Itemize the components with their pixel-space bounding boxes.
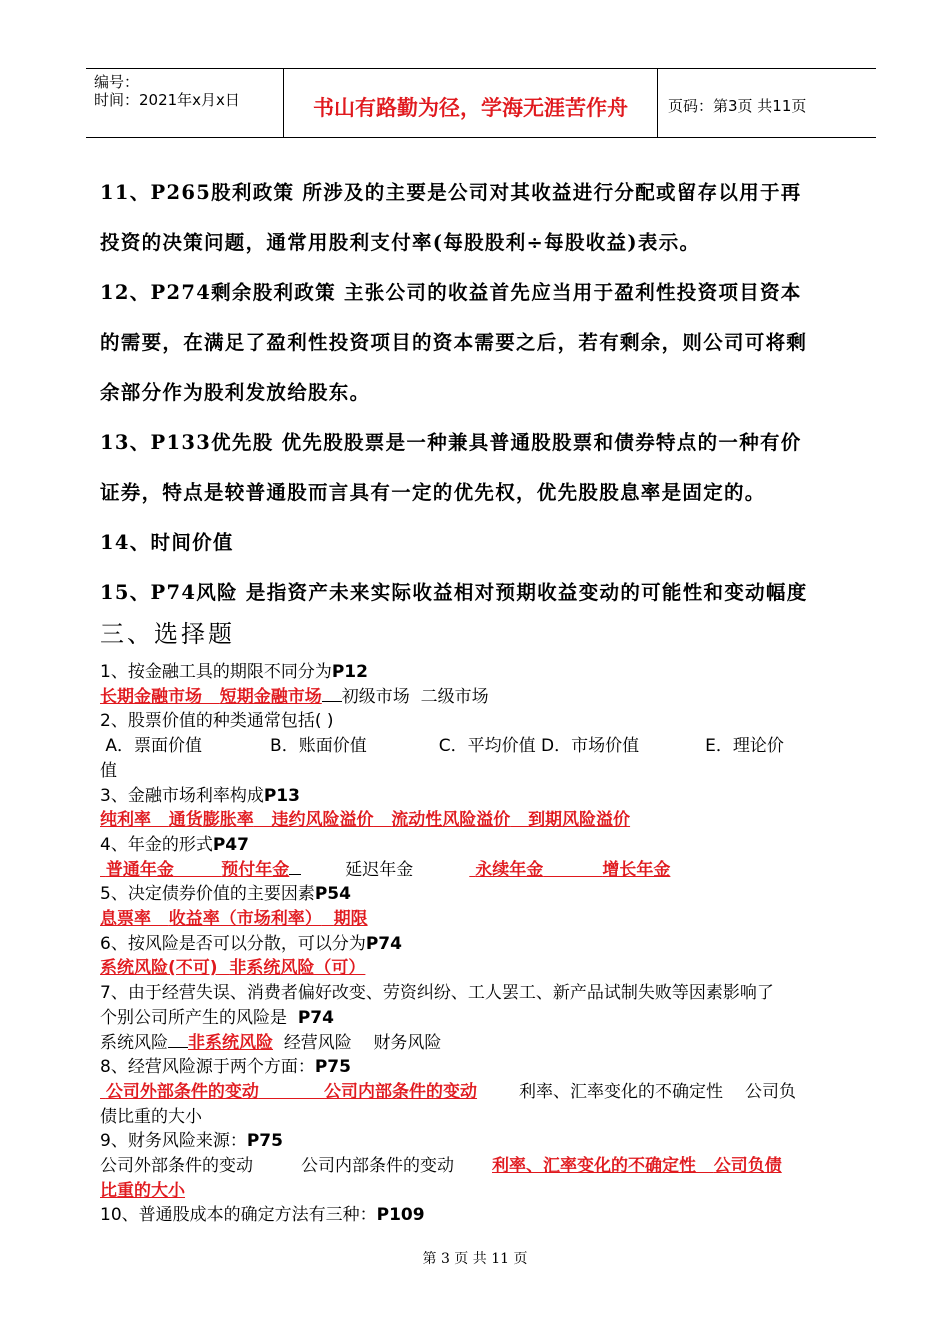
- q7-option-3: 经营风险: [283, 1032, 352, 1053]
- q5-ref: P54: [314, 884, 351, 905]
- q8-question: [100, 1055, 862, 1080]
- q8-answer-1: 公司外部条件的变动: [105, 1081, 259, 1102]
- q10-question: [100, 1203, 862, 1228]
- q9-answer-3: 利率、汇率变化的不确定性: [492, 1156, 696, 1177]
- q9-answer-4-cont: 比重的大小: [100, 1180, 185, 1201]
- q4-answer-4: 永续年金: [475, 859, 544, 880]
- q8-answers: [100, 1080, 862, 1105]
- q4-question: [100, 833, 862, 858]
- q8-ref: P75: [314, 1057, 351, 1078]
- q1-option-4: 二级市场: [420, 686, 489, 707]
- section-title: 三、选择题: [100, 620, 235, 648]
- q5-question: [100, 882, 862, 907]
- q6-text: 6、按风险是否可以分散，可以分为: [100, 933, 366, 954]
- q3-answer-3: 违约风险溢价: [271, 810, 374, 831]
- q7-question: 7、由于经营失误、消费者偏好改变、劳资纠纷、工人罢工、新产品试制失败等因素影响了: [100, 983, 774, 1004]
- q3-text: 3、金融市场利率构成: [100, 785, 264, 806]
- q7-answer-2: 非系统风险: [188, 1032, 273, 1053]
- q2-options: [100, 734, 862, 759]
- term-12-line3: 余部分作为股利发放给股东。: [100, 381, 371, 404]
- q9-option-2: 公司内部条件的变动: [301, 1156, 454, 1177]
- term-12-line2: 的需要，在满足了盈利性投资项目的资本需要之后，若有剩余，则公司可将剩: [100, 331, 808, 354]
- q3-answer-1: 纯利率: [100, 810, 151, 831]
- q10-text: 10、普通股成本的确定方法有三种：: [100, 1205, 377, 1226]
- q8-answer-2: 公司内部条件的变动: [324, 1081, 478, 1102]
- q3-answer-2: 通货膨胀率: [168, 810, 254, 831]
- q5-answers: [100, 907, 862, 932]
- q1-answer-2: 短期金融市场: [219, 686, 322, 707]
- q10-ref: P109: [376, 1205, 425, 1226]
- term-13-line1: 13、P133优先股 优先股股票是一种兼具普通股股票和债券特点的一种有价: [100, 431, 802, 454]
- q2-option-b: B．账面价值: [270, 736, 367, 757]
- q9-text: 9、财务风险来源：: [100, 1131, 247, 1152]
- q2-option-e: E．理论价: [705, 736, 784, 757]
- q9-answers: [100, 1154, 862, 1179]
- number-label: 编号：: [94, 73, 140, 91]
- q1-text: 1、按金融工具的期限不同分为: [100, 662, 332, 682]
- time-label: 时间：2021年x月x日: [94, 91, 240, 109]
- q4-answers: [100, 858, 862, 883]
- q9-answers-cont: [100, 1179, 862, 1204]
- q3-answer-5: 到期风险溢价: [528, 810, 631, 831]
- q7-answers: [100, 1031, 862, 1056]
- q6-question: [100, 932, 862, 957]
- q6-ref: P74: [365, 933, 402, 954]
- q3-answers: [100, 808, 862, 833]
- q7-text2: 个别公司所产生的风险是: [100, 1007, 287, 1028]
- q5-answer-2: 收益率（市场利率）: [168, 909, 322, 930]
- terms-section: [100, 168, 870, 618]
- q1-answer-1: 长期金融市场: [100, 686, 202, 707]
- q3-ref: P13: [263, 785, 300, 806]
- q1-question: [100, 660, 862, 685]
- q9-question: [100, 1129, 862, 1154]
- page-header: [86, 68, 876, 138]
- q9-answer-4: 公司负债: [713, 1156, 782, 1177]
- q1-ref: P12: [331, 662, 368, 682]
- q4-answer-2: 预付年金: [221, 859, 290, 880]
- term-13-line2: 证券，特点是较普通股而言具有一定的优先权，优先股股息率是固定的。: [100, 481, 766, 504]
- q8-answers-cont: 债比重的大小: [100, 1106, 202, 1127]
- q4-answer-1: 普通年金: [105, 859, 174, 880]
- term-11-line2: 投资的决策问题，通常用股利支付率(每股股利÷每股收益)表示。: [100, 231, 701, 254]
- q9-ref: P75: [246, 1131, 283, 1152]
- q8-option-3: 利率、汇率变化的不确定性: [519, 1081, 724, 1102]
- q2-option-a: A．票面价值: [105, 736, 203, 757]
- header-meta: [86, 69, 284, 137]
- term-12-line1: 12、P274剩余股利政策 主张公司的收益首先应当用于盈利性投资项目资本: [100, 281, 802, 304]
- term-11-line1: 11、P265股利政策 所涉及的主要是公司对其收益进行分配或留存以用于再: [100, 181, 802, 204]
- term-14-line1: 14、时间价值: [100, 531, 234, 554]
- questions-section: [100, 660, 862, 1228]
- header-motto: 书山有路勤为径，学海无涯苦作舟: [284, 69, 658, 137]
- q8-text: 8、经营风险源于两个方面：: [100, 1057, 315, 1078]
- q3-question: [100, 784, 862, 809]
- q6-answers: [100, 956, 862, 981]
- q7-option-4: 财务风险: [373, 1032, 442, 1053]
- q6-answer-1: 系统风险(不可): [100, 958, 218, 979]
- q7-option-1: 系统风险: [100, 1032, 168, 1053]
- q4-text: 4、年金的形式: [100, 834, 213, 855]
- q1-answers: [100, 685, 862, 710]
- q9-option-1: 公司外部条件的变动: [100, 1156, 253, 1177]
- q7-ref: P74: [297, 1007, 334, 1028]
- q5-answer-1: 息票率: [100, 909, 151, 930]
- q2-option-d: D．市场价值: [541, 736, 640, 757]
- q6-answer-2: 非系统风险（可）: [229, 958, 366, 979]
- q7-question-cont: [100, 1006, 862, 1031]
- q4-answer-5: 增长年金: [602, 859, 671, 880]
- q5-answer-3: 期限: [333, 909, 368, 930]
- q5-text: 5、决定债券价值的主要因素: [100, 884, 315, 905]
- q2-option-c: C．平均价值: [438, 736, 536, 757]
- term-15-line1: 15、P74风险 是指资产未来实际收益相对预期收益变动的可能性和变动幅度: [100, 581, 808, 604]
- q2-question: 2、股票价值的种类通常包括( ): [100, 711, 334, 732]
- header-page-number: 页码：第3页 共11页: [668, 96, 807, 115]
- q4-ref: P47: [212, 834, 249, 855]
- q2-options-cont: 值: [100, 760, 117, 781]
- q8-option-4: 公司负: [745, 1081, 797, 1102]
- q1-option-3: 初级市场: [341, 686, 410, 707]
- q4-option-3: 延迟年金: [345, 859, 414, 880]
- q3-answer-4: 流动性风险溢价: [391, 810, 511, 831]
- page-footer: 第 3 页 共 11 页: [422, 1251, 528, 1267]
